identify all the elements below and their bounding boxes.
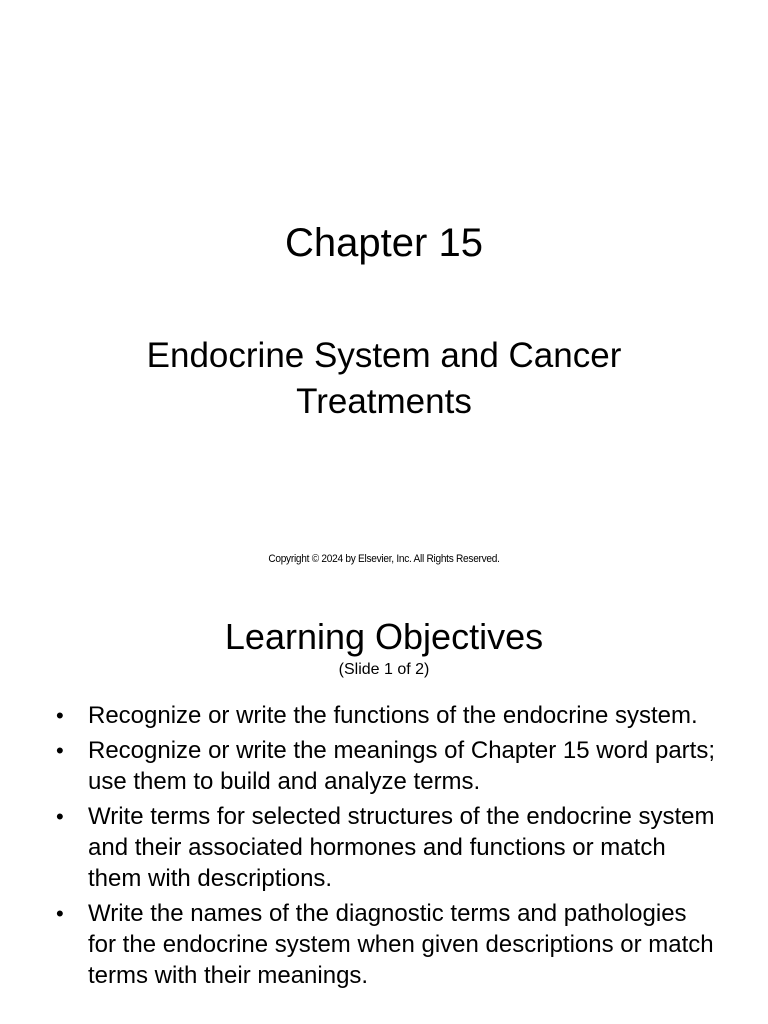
objectives-list: [56, 700, 716, 995]
objective-item: [56, 898, 716, 991]
bullet-icon: •: [56, 901, 64, 926]
bullet-icon: •: [56, 804, 64, 829]
bullet-icon: •: [56, 703, 64, 728]
learning-objectives-title: Learning Objectives: [224, 616, 544, 657]
objective-text: Recognize or write the functions of the endocrine system.: [88, 702, 698, 729]
bullet-icon: •: [56, 738, 64, 763]
objective-text: Recognize or write the meanings of Chapter 15 word parts; use them to build and analyze terms.: [88, 737, 715, 795]
chapter-subtitle: Endocrine System and Cancer Treatments: [146, 336, 622, 421]
objective-text: Write the names of the diagnostic terms and pathologies for the endocrine system when given descriptions or match terms with their meanings.: [88, 900, 714, 989]
objective-item: [56, 801, 716, 894]
slide-counter: (Slide 1 of 2): [338, 661, 430, 678]
objective-item: [56, 735, 716, 797]
objective-text: Write terms for selected structures of the endocrine system and their associated hormones and functions or match them with descriptions.: [88, 803, 715, 892]
chapter-title: Chapter 15: [285, 221, 483, 265]
copyright-notice: Copyright © 2024 by Elsevier, Inc. All Rights Reserved.: [268, 553, 500, 565]
learning-objectives-slide: [0, 580, 768, 1024]
objective-item: [56, 700, 716, 731]
